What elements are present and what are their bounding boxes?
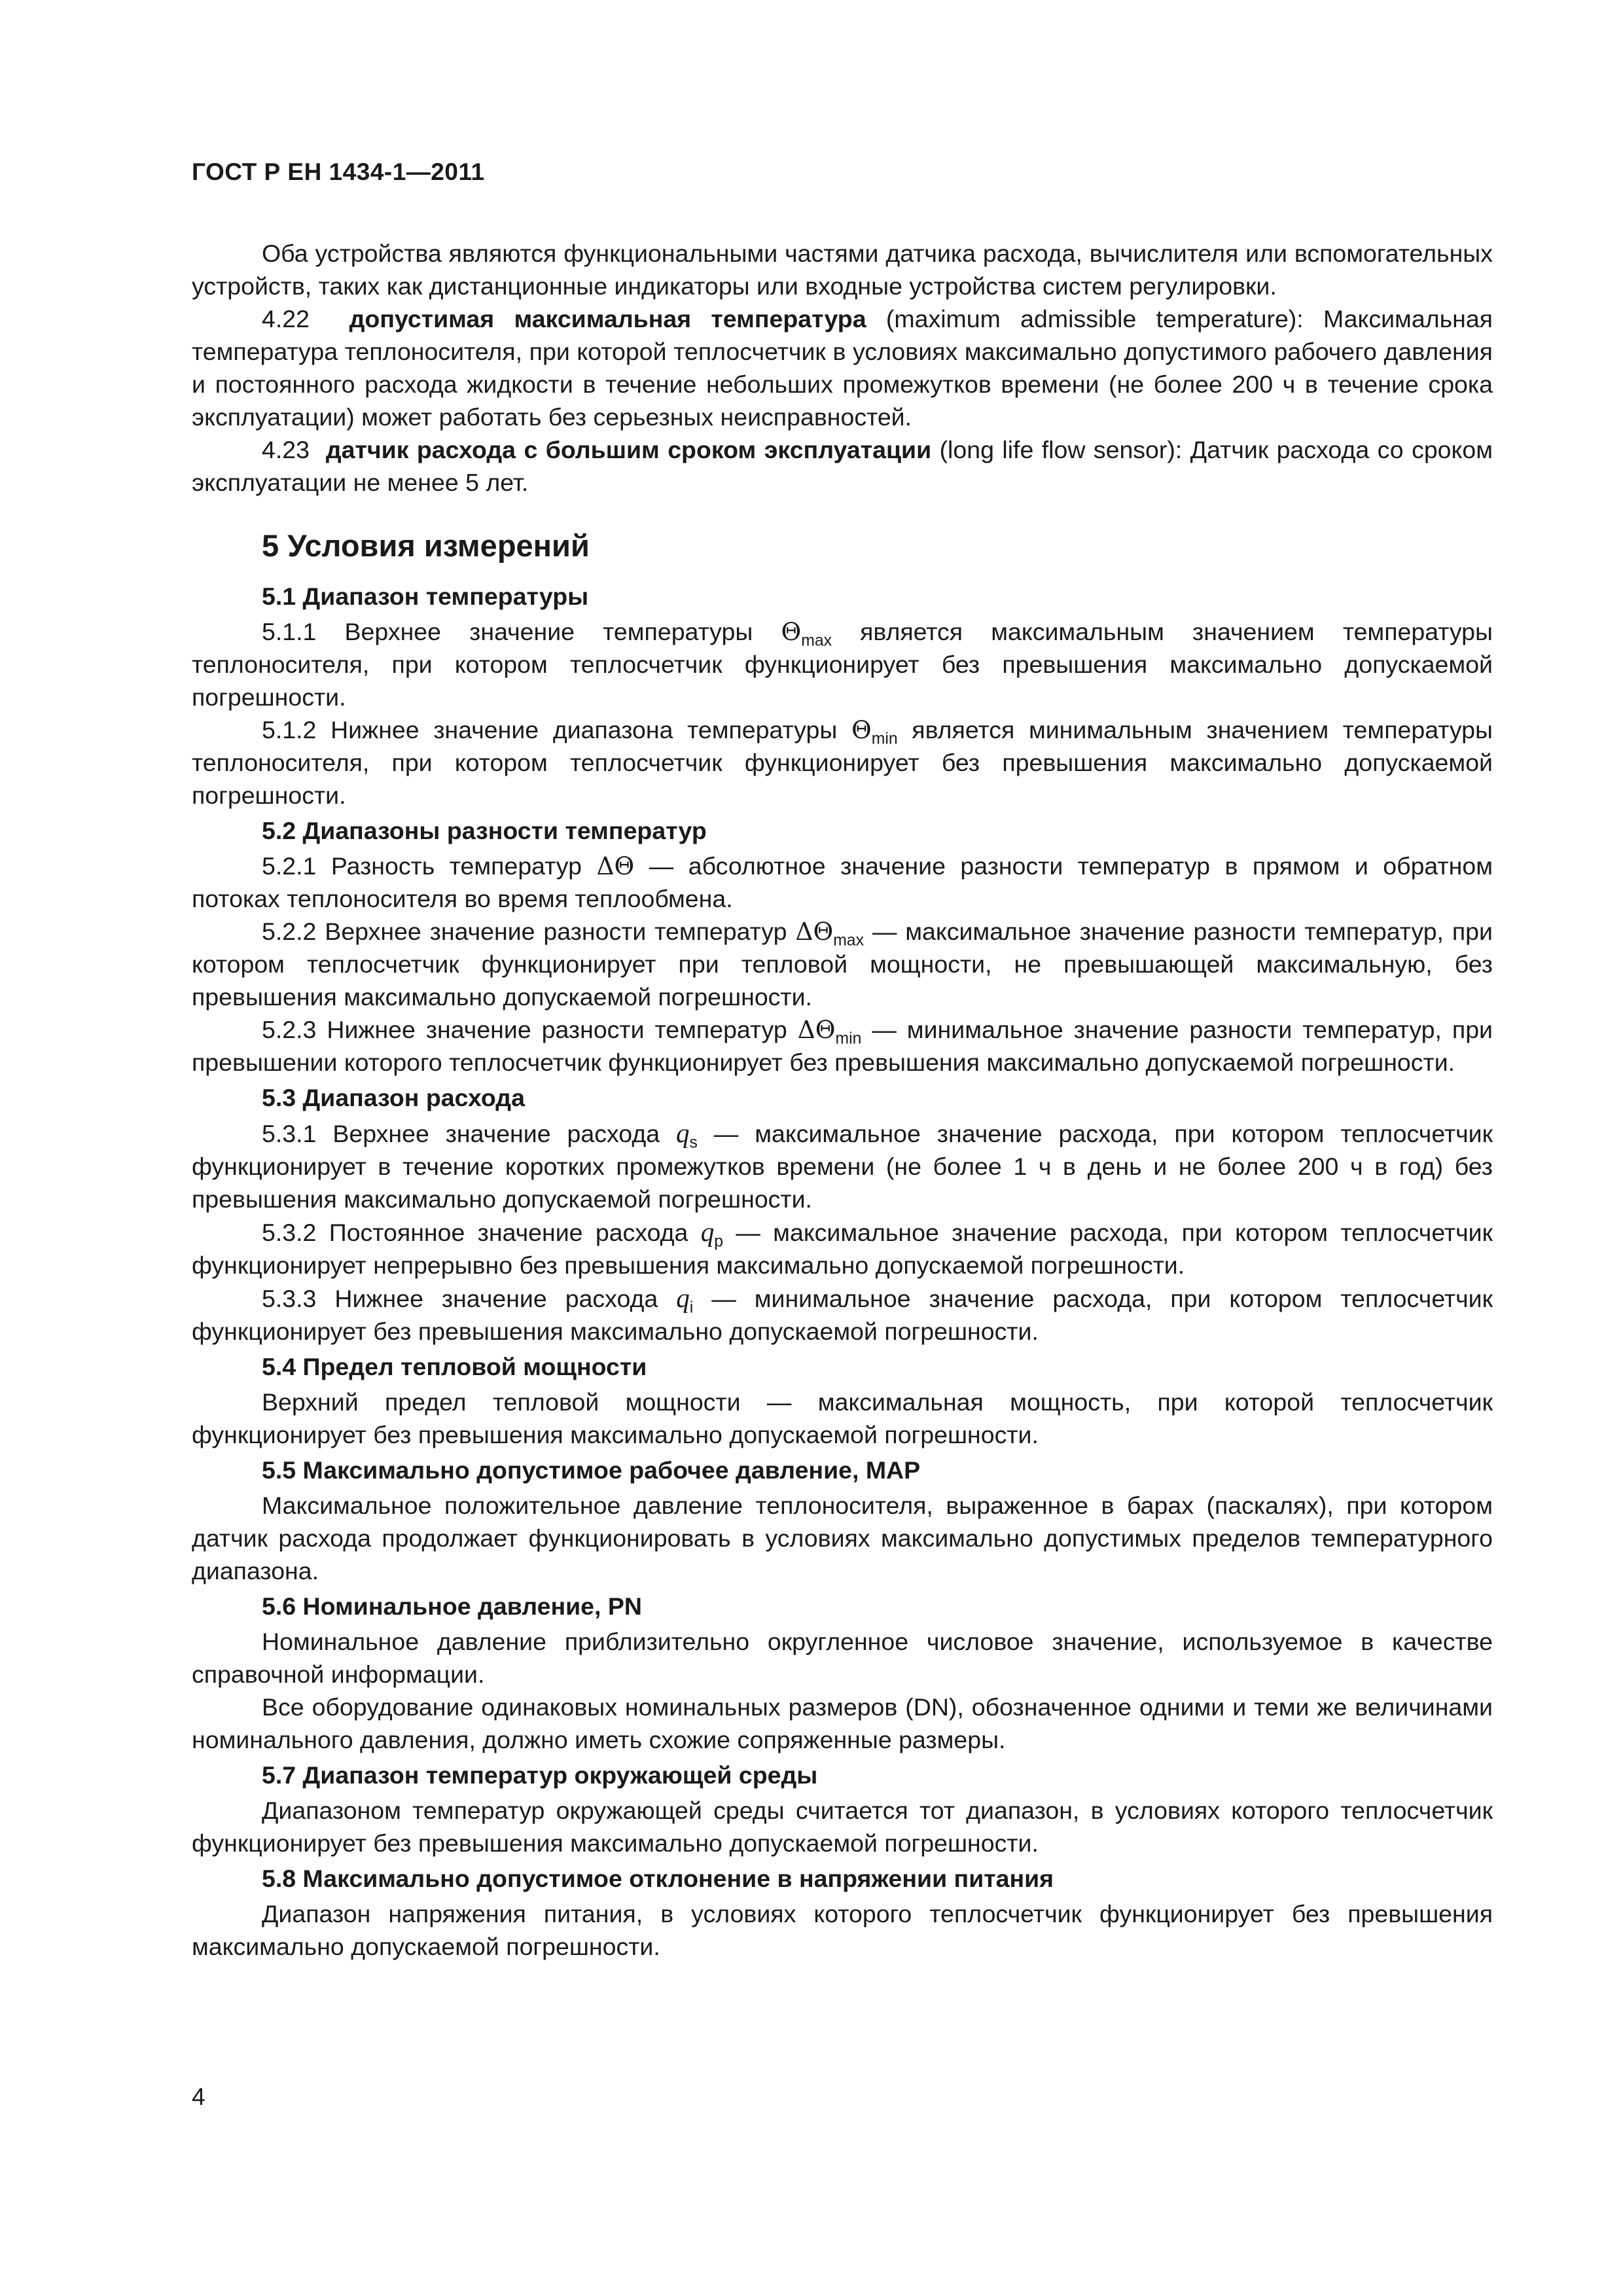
clause-5-3-3 [192,1282,1493,1348]
intro-paragraph: Оба устройства являются функциональными частями датчика расхода, вычислителя или вспомогательных устройств, таких как дистанционные индикаторы или входные устройства систем регулировки. [192,240,1493,300]
flow-symbol: q [676,1118,690,1148]
clause-text: 5.1.1 Верхнее значение температуры [262,618,781,645]
clause-text: 5.2.3 Нижнее значение разности температур [262,1016,798,1043]
clause-text: 5.3.3 Нижнее значение расхода [262,1285,677,1312]
subscript: max [801,632,832,650]
clause-text: 5.2.1 Разность температур [262,852,597,880]
clause-term: датчик расхода с большим сроком эксплуатации [325,436,932,463]
subsection-5-5-heading: 5.5 Максимально допустимое рабочее давление, МАР [262,1456,921,1484]
subscript: min [871,730,898,748]
clause-text: является максимальным значением температуры теплоносителя, при котором теплосчетчик функционирует без превышения максимально допускаемой погрешности. [192,618,1493,711]
flow-symbol: q [676,1283,690,1313]
subsection-5-8-heading: 5.8 Максимально допустимое отклонение в напряжении питания [262,1865,1054,1892]
clause-text: (maximum admissible temperature): Максимальная температура теплоносителя, при которой теплосчетчик в условиях максимально допустимого рабочего давления и постоянного расхода жидкости в течение небольших промежутков времени (не более 200 ч в течение срока эксплуатации) может работать без серьезных неисправностей. [192,305,1493,431]
theta-symbol: Θ [851,715,872,744]
clause-5-5-text: Максимальное положительное давление теплоносителя, выраженное в барах (паскалях), при котором датчик расхода продолжает функционировать в условиях максимально допустимых пределов температурного диапазона. [192,1492,1493,1585]
subsection-5-6-heading: 5.6 Номинальное давление, PN [262,1592,642,1620]
clause-term: допустимая максимальная температура [349,305,866,332]
clause-text: (long life flow sensor): Датчик расхода со сроком эксплуатации не менее 5 лет. [192,436,1493,496]
document-code: ГОСТ Р ЕН 1434-1—2011 [192,158,485,185]
delta-theta-symbol: ΔΘ [795,917,834,946]
clause-5-8-text: Диапазон напряжения питания, в условиях которого теплосчетчик функционирует без превышения максимально допускаемой погрешности. [192,1900,1493,1960]
clause-5-2-1 [192,850,1493,915]
clause-5-2-2 [192,915,1493,1013]
clause-5-7-text: Диапазоном температур окружающей среды считается тот диапазон, в условиях которого теплосчетчик функционирует без превышения максимально допускаемой погрешности. [192,1797,1493,1857]
theta-symbol: Θ [781,617,802,646]
clause-text: — максимальное значение расхода, при котором теплосчетчик функционирует непрерывно без превышения максимально допускаемой погрешности. [192,1219,1493,1279]
clause-5-4-text: Верхний предел тепловой мощности — максимальная мощность, при которой теплосчетчик функционирует без превышения максимально допускаемой погрешности. [192,1388,1493,1448]
clause-4-22 [192,302,1493,433]
section-5-heading: 5 Условия измерений [262,528,590,563]
subscript: max [833,931,864,950]
delta-theta-symbol: ΔΘ [596,852,635,880]
clause-text: 5.3.1 Верхнее значение расхода [262,1120,676,1147]
delta-theta-symbol: ΔΘ [797,1015,836,1044]
clause-number: 4.22 [262,305,310,332]
clause-text: — минимальное значение расхода, при котором теплосчетчик функционирует без превышения максимально допускаемой погрешности. [192,1285,1493,1345]
clause-4-23 [192,433,1493,499]
clause-5-6-text-2: Все оборудование одинаковых номинальных размеров (DN), обозначенное одними и теми же величинами номинального давления, должно иметь схожие сопряженные размеры. [192,1693,1493,1753]
clause-5-3-2 [192,1215,1493,1282]
subsection-5-4-heading: 5.4 Предел тепловой мощности [262,1353,647,1380]
subscript: p [714,1232,724,1251]
clause-text: — абсолютное значение разности температур в прямом и обратном потоках теплоносителя во время теплообмена. [192,852,1493,912]
page-number: 4 [192,2083,205,2110]
clause-text: 5.2.2 Верхнее значение разности температур [262,918,796,945]
subsection-5-3-heading: 5.3 Диапазон расхода [262,1084,525,1111]
subscript: i [689,1299,694,1317]
clause-text: 5.1.2 Нижнее значение диапазона температуры [262,716,851,744]
clause-5-6-text-1: Номинальное давление приблизительно округленное числовое значение, используемое в качестве справочной информации. [192,1628,1493,1688]
clause-text: является минимальным значением температуры теплоносителя, при котором теплосчетчик функционирует без превышения максимально допускаемой погрешности. [192,716,1493,809]
clause-text: 5.3.2 Постоянное значение расхода [262,1219,701,1246]
page-body [192,237,1493,1963]
subsection-5-7-heading: 5.7 Диапазон температур окружающей среды [262,1761,818,1789]
clause-5-1-2 [192,713,1493,812]
clause-5-3-1 [192,1117,1493,1215]
clause-text: — максимальное значение расхода, при котором теплосчетчик функционирует в течение коротких промежутков времени (не более 1 ч в день и не более 200 ч в год) без превышения максимально допускаемой погрешности. [192,1120,1493,1213]
clause-text: — максимальное значение разности температур, при котором теплосчетчик функционирует при тепловой мощности, не превышающей максимальную, без превышения максимально допускаемой погрешности. [192,918,1493,1011]
subsection-5-2-heading: 5.2 Диапазоны разности температур [262,817,707,844]
flow-symbol: q [700,1217,715,1247]
subscript: s [689,1134,698,1152]
clause-5-2-3 [192,1013,1493,1079]
clause-text: — минимальное значение разности температур, при превышении которого теплосчетчик функционирует без превышения максимально допускаемой погрешности. [192,1016,1493,1076]
subscript: min [835,1030,862,1048]
clause-number: 4.23 [262,436,310,463]
subsection-5-1-heading: 5.1 Диапазон температуры [262,583,589,610]
clause-5-1-1 [192,615,1493,713]
